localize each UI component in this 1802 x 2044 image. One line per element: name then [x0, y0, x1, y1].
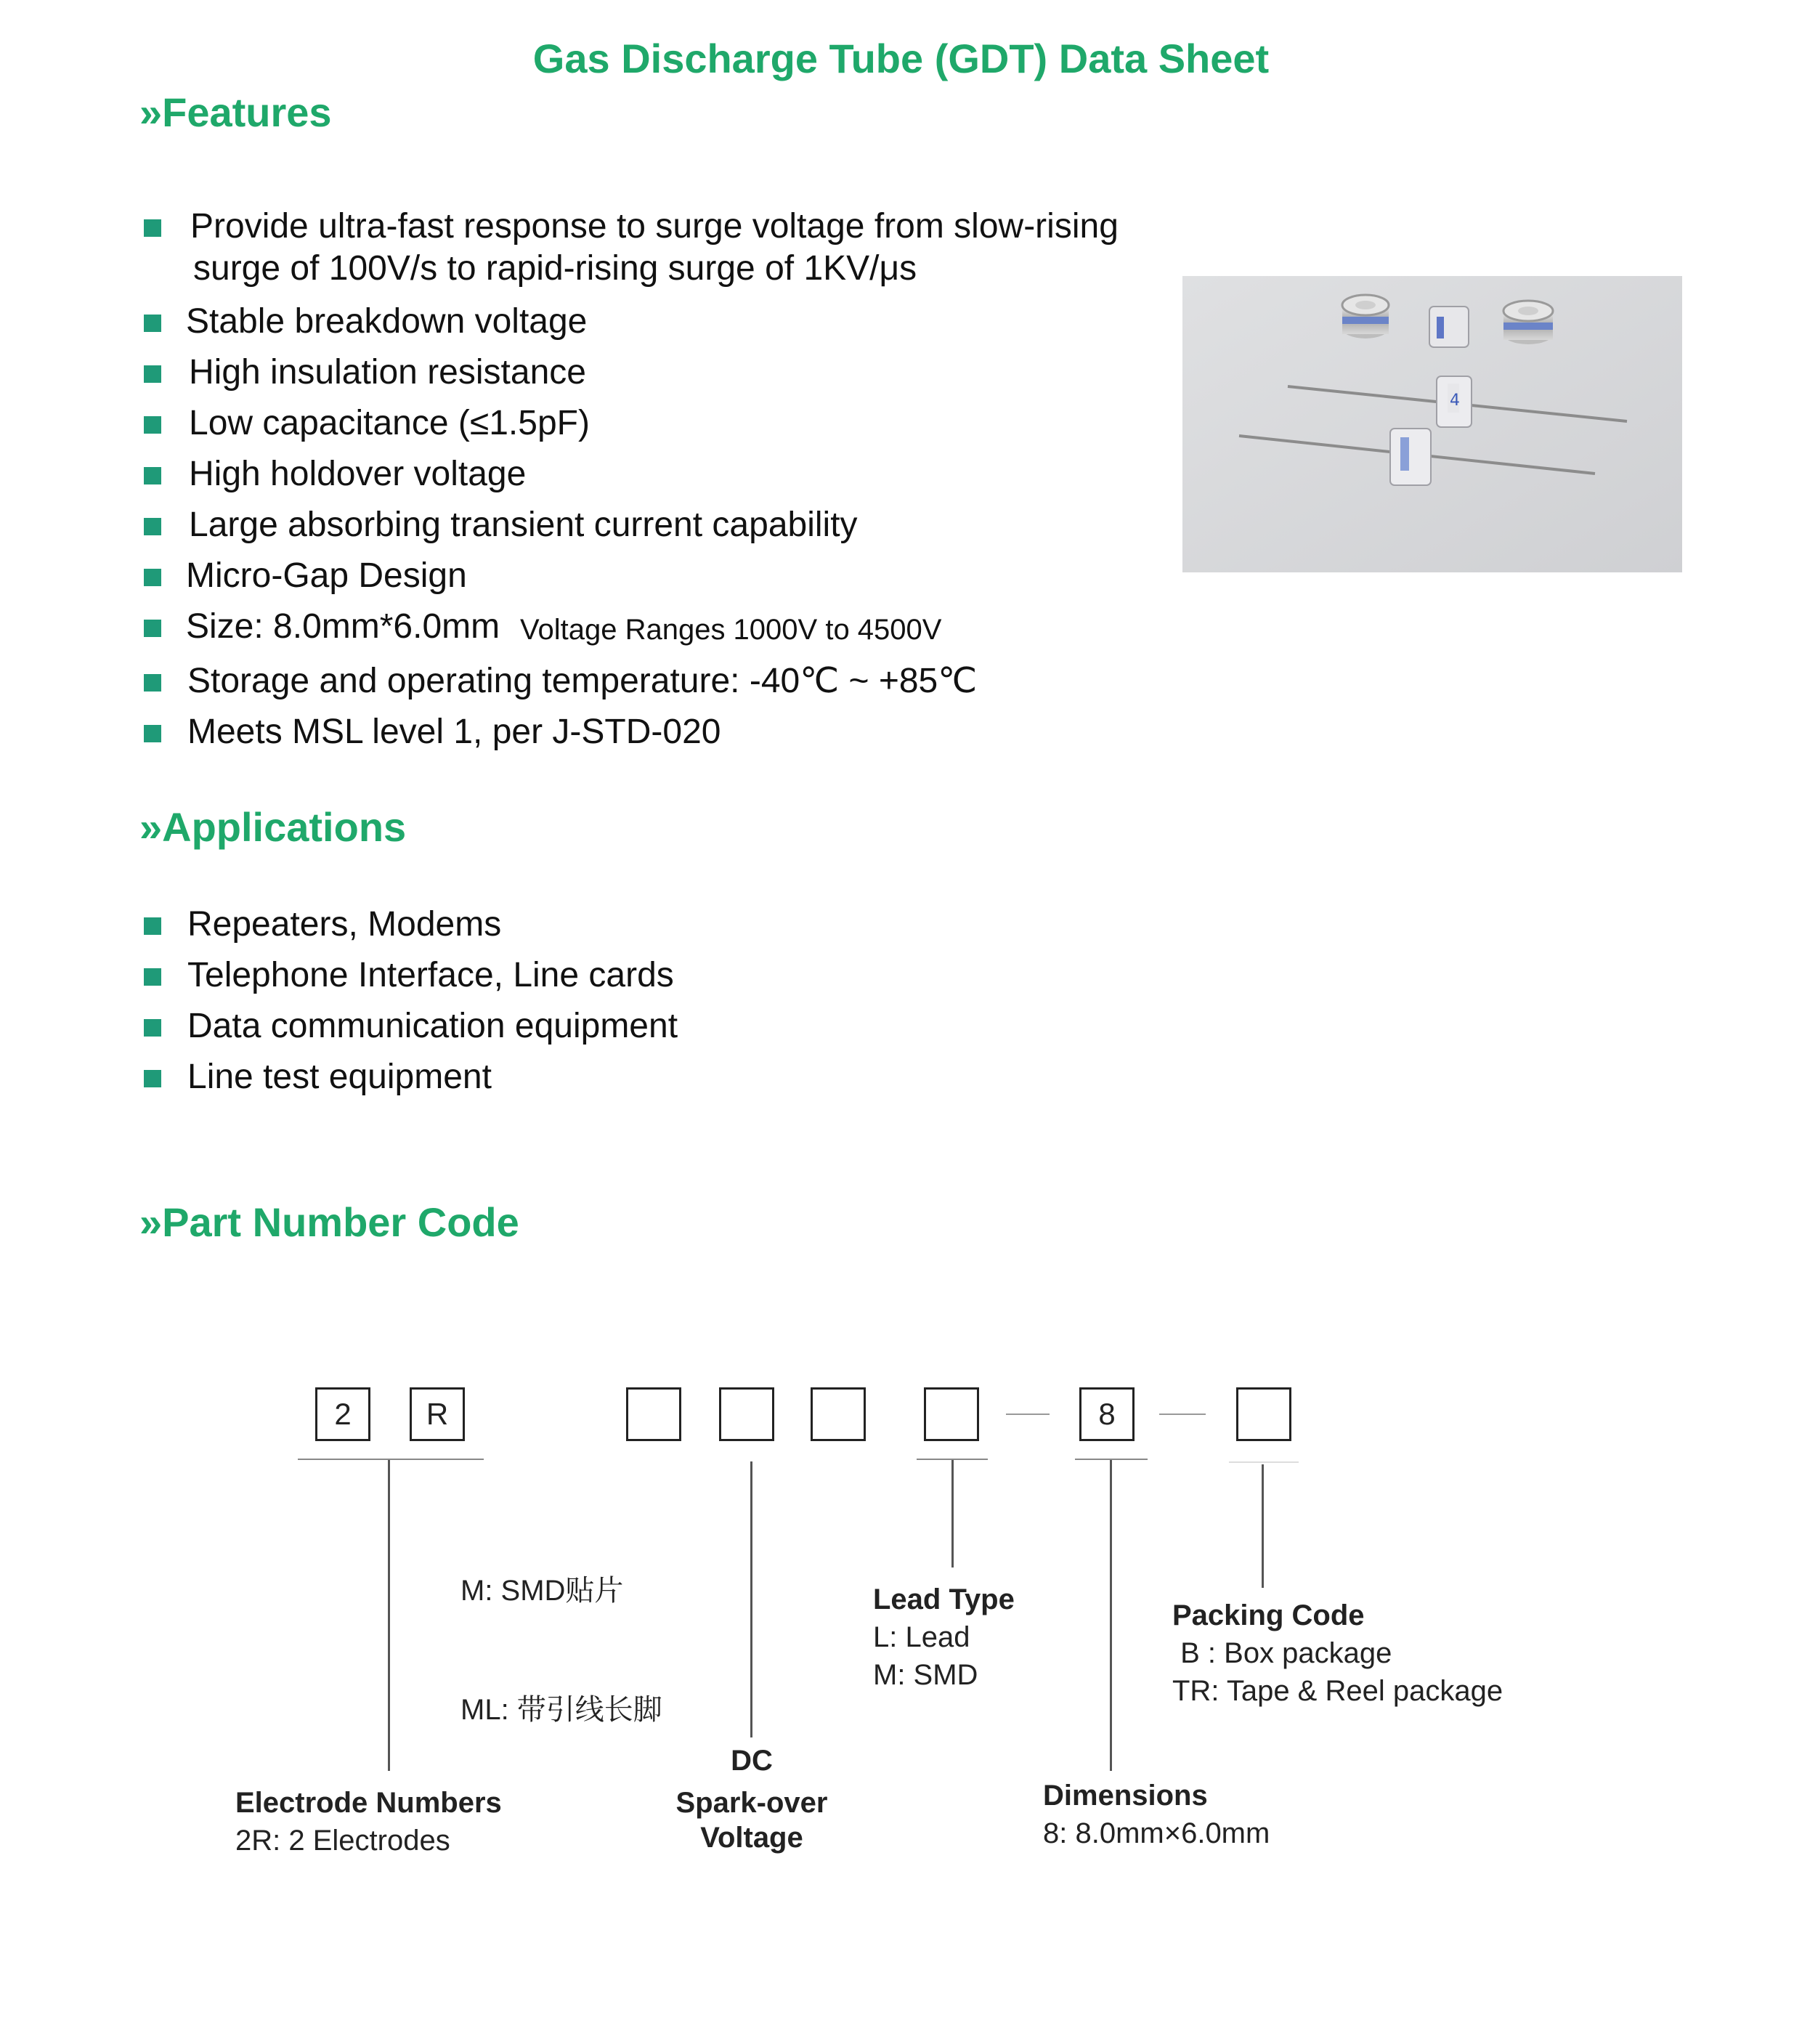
square-bullet-icon — [144, 315, 161, 332]
svg-text:4: 4 — [1450, 392, 1460, 410]
mounting-smd-label: M: SMD贴片 — [460, 1575, 624, 1607]
lead-type-title: Lead Type — [873, 1583, 1015, 1615]
square-bullet-icon — [144, 1070, 161, 1087]
packing-code-title: Packing Code — [1172, 1599, 1365, 1631]
code-box-voltage-3 — [811, 1387, 866, 1441]
square-bullet-icon — [144, 620, 161, 637]
square-bullet-icon — [144, 569, 161, 586]
square-bullet-icon — [144, 467, 161, 484]
code-box-dimensions: 8 — [1079, 1387, 1135, 1441]
square-bullet-icon — [144, 674, 161, 692]
dimensions-desc: 8: 8.0mm×6.0mm — [1043, 1817, 1270, 1849]
page-title: Gas Discharge Tube (GDT) Data Sheet — [532, 36, 1270, 81]
connector-packing — [1262, 1464, 1264, 1588]
lead-type-l: L: Lead — [873, 1621, 970, 1653]
packing-code-tr: TR: Tape & Reel package — [1172, 1675, 1503, 1707]
square-bullet-icon — [144, 725, 161, 742]
packing-code-b: B : Box package — [1172, 1637, 1392, 1669]
separator-dash — [1006, 1414, 1050, 1415]
connector-voltage — [750, 1461, 752, 1737]
product-photo — [1182, 276, 1682, 572]
square-bullet-icon — [144, 518, 161, 535]
square-bullet-icon — [144, 219, 161, 237]
separator-dash — [1159, 1414, 1206, 1415]
lead-type-m: M: SMD — [873, 1659, 978, 1691]
connector-lead — [951, 1460, 954, 1568]
code-box-voltage-2 — [719, 1387, 774, 1441]
connector-electrode — [388, 1460, 390, 1771]
electrode-numbers-title: Electrode Numbers — [235, 1787, 502, 1819]
square-bullet-icon — [144, 1019, 161, 1037]
code-box-lead-type — [924, 1387, 979, 1441]
applications-heading: »Applications — [139, 804, 407, 850]
code-box-electrode-2: R — [410, 1387, 465, 1441]
square-bullet-icon — [144, 968, 161, 986]
code-box-voltage-1 — [626, 1387, 681, 1441]
mounting-lead-label: ML: 带引线长脚 — [460, 1694, 662, 1726]
underline-packing — [1229, 1461, 1299, 1463]
electrode-numbers-desc: 2R: 2 Electrodes — [235, 1825, 450, 1857]
dimensions-title: Dimensions — [1043, 1780, 1208, 1812]
voltage-dc-label: DC — [731, 1745, 773, 1777]
connector-dimensions — [1110, 1460, 1112, 1771]
code-box-electrode-1: 2 — [315, 1387, 370, 1441]
square-bullet-icon — [144, 917, 161, 935]
square-bullet-icon — [144, 365, 161, 383]
code-box-packing — [1236, 1387, 1291, 1441]
gdt-components-photo-icon — [1182, 276, 1682, 572]
part-number-heading: »Part Number Code — [139, 1199, 519, 1245]
underline-electrode — [298, 1459, 484, 1460]
voltage-voltage-label: Voltage — [700, 1822, 803, 1854]
square-bullet-icon — [144, 416, 161, 434]
voltage-sparkover-label: Spark-over — [675, 1787, 828, 1819]
features-heading: »Features — [139, 89, 332, 135]
